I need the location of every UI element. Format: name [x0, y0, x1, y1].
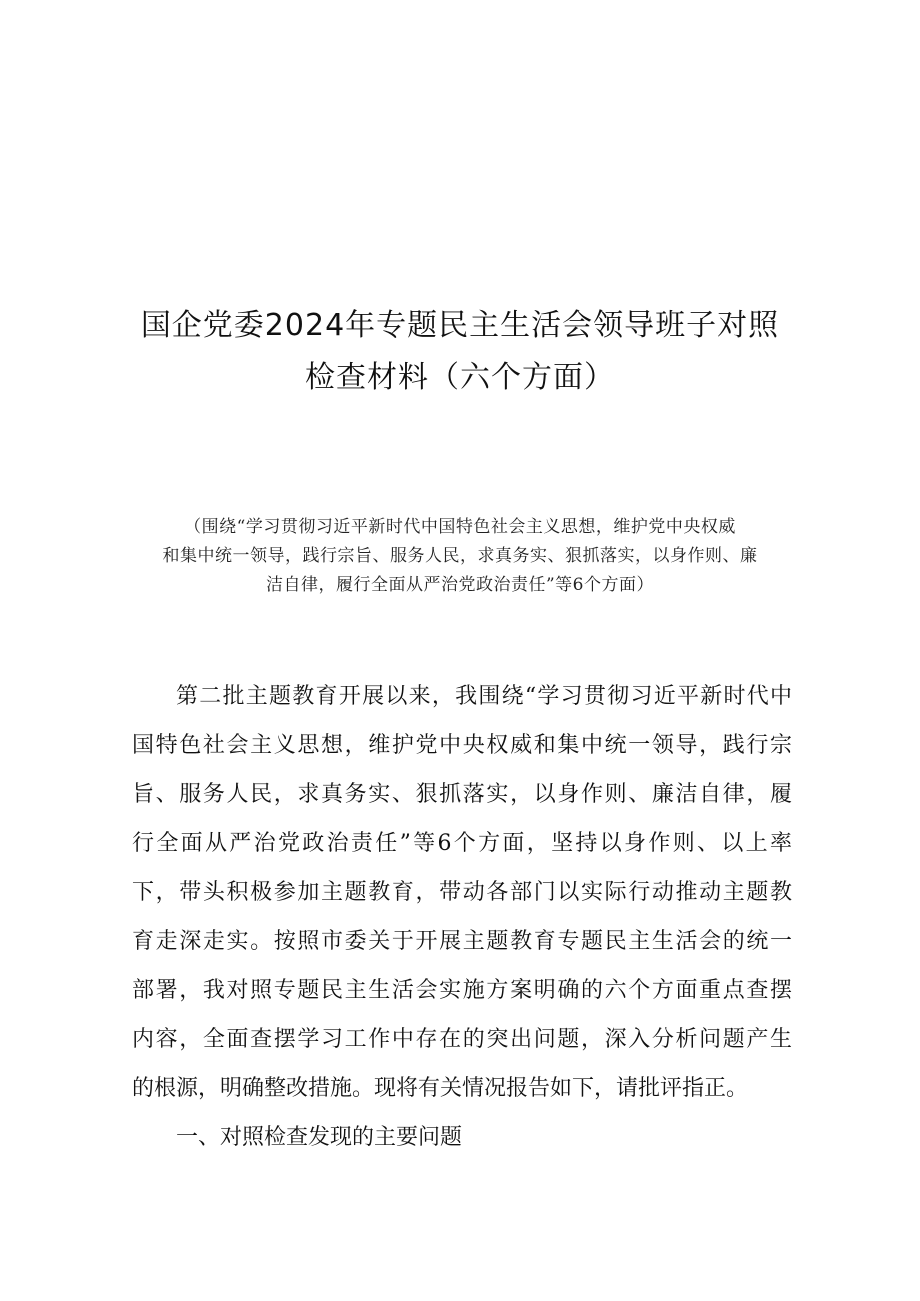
paragraph-line: 育走深走实。按照市委关于开展主题教育专题民主生活会的统一 — [132, 929, 792, 954]
document-title — [100, 300, 820, 404]
paragraph-line: 行全面从严治党政治责任”等6个方面，坚持以身作则、以上率 — [132, 831, 792, 856]
paragraph-line: 的根源，明确整改措施。现将有关情况报告如下，请批评指正。 — [132, 1076, 749, 1101]
document-subtitle — [120, 513, 800, 600]
paragraph-line: 下，带头积极参加主题教育，带动各部门以实际行动推动主题教 — [132, 880, 792, 905]
body-paragraph — [132, 672, 792, 1113]
subtitle-line: （围绕“学习贯彻习近平新时代中国特色社会主义思想，维护党中央权威 — [184, 517, 736, 537]
subtitle-line: 洁自律，履行全面从严治党政治责任”等6个方面） — [265, 575, 654, 595]
title-line: 国企党委2024年专题民主生活会领导班子对照 — [140, 308, 780, 343]
title-line: 检查材料（六个方面） — [305, 360, 615, 395]
subtitle-line: 和集中统一领导，践行宗旨、服务人民，求真务实、狠抓落实，以身作则、廉 — [162, 546, 758, 566]
paragraph-line: 内容，全面查摆学习工作中存在的突出问题，深入分析问题产生 — [132, 1027, 792, 1052]
paragraph-line: 部署，我对照专题民主生活会实施方案明确的六个方面重点查摆 — [132, 978, 792, 1003]
section-heading: 一、对照检查发现的主要问题 — [176, 1125, 463, 1150]
paragraph-line: 国特色社会主义思想，维护党中央权威和集中统一领导，践行宗 — [132, 733, 792, 758]
paragraph-line: 旨、服务人民，求真务实、狠抓落实，以身作则、廉洁自律，履 — [132, 782, 792, 807]
paragraph-line: 第二批主题教育开展以来，我围绕“学习贯彻习近平新时代中 — [176, 684, 792, 709]
